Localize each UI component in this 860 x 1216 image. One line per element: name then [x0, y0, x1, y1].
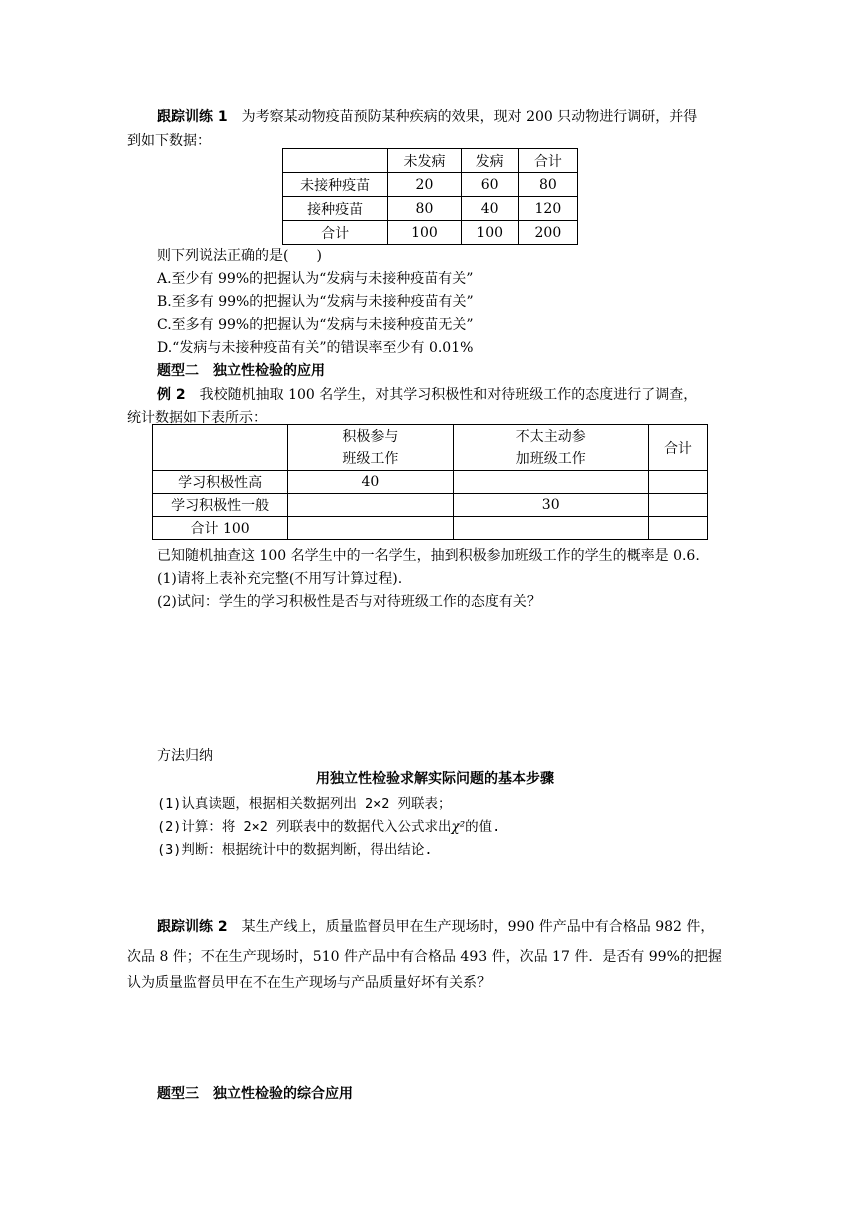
table-row — [283, 173, 578, 197]
table-cell: 60 — [461, 173, 518, 197]
option-a: A.至少有 99%的把握认为“发病与未接种疫苗有关” — [157, 271, 474, 287]
method-title: 用独立性检验求解实际问题的基本步骤 — [316, 771, 554, 787]
method-step2-text: (2)计算：将 2×2 列联表中的数据代入公式求出 — [157, 819, 452, 835]
table-cell: 接种疫苗 — [283, 197, 388, 221]
table-cell — [288, 494, 453, 517]
exercise1-line2: 到如下数据： — [127, 133, 211, 149]
exercise1-question: 则下列说法正确的是( ) — [157, 248, 322, 264]
exercise1-heading: 跟踪训练 1 — [157, 109, 228, 125]
example2-table — [152, 424, 708, 540]
method-step2-text-end: 的值. — [465, 819, 501, 835]
table-header-cell: 未发病 — [388, 149, 461, 173]
exercise1-text: 为考察某动物疫苗预防某种疾病的效果，现对 200 只动物进行调研，并得 — [241, 109, 698, 125]
example2-given: 已知随机抽查这 100 名学生中的一名学生，抽到积极参加班级工作的学生的概率是 0.6. — [157, 548, 700, 564]
header-text: 加班级工作 — [515, 450, 586, 467]
method-step3: (3)判断：根据统计中的数据判断，得出结论. — [157, 842, 433, 858]
example2-q2: (2)试问：学生的学习积极性是否与对待班级工作的态度有关？ — [157, 594, 541, 610]
method-label: 方法归纳 — [157, 748, 213, 764]
exercise1-table — [282, 148, 578, 245]
table-cell: 200 — [518, 221, 577, 245]
table-cell — [648, 494, 707, 517]
exercise2-text: 某生产线上，质量监督员甲在生产现场时，990 件产品中有合格品 982 件， — [241, 919, 715, 935]
table-cell — [648, 517, 707, 540]
table-cell: 学习积极性高 — [153, 471, 288, 494]
table-row — [283, 197, 578, 221]
table-cell: 100 — [388, 221, 461, 245]
table-cell: 100 — [461, 221, 518, 245]
exercise2-line2: 次品 8 件；不在生产现场时，510 件产品中有合格品 493 件，次品 17 件．是否有 99%的把握 — [127, 949, 722, 965]
table-row — [153, 471, 708, 494]
table-cell: 40 — [288, 471, 453, 494]
table-cell: 40 — [461, 197, 518, 221]
example2-heading: 例 2 — [157, 387, 186, 403]
exercise2-heading: 跟踪训练 2 — [157, 919, 228, 935]
table-cell: 学习积极性一般 — [153, 494, 288, 517]
table-row — [283, 221, 578, 245]
table-cell: 合计 100 — [153, 517, 288, 540]
table-cell — [288, 517, 453, 540]
section2-title: 题型二 独立性检验的应用 — [157, 363, 325, 379]
example2-text: 我校随机抽取 100 名学生，对其学习积极性和对待班级工作的态度进行了调查， — [199, 387, 698, 403]
table-header-cell: 发病 — [461, 149, 518, 173]
exercise1-line1 — [157, 106, 697, 126]
table-header-cell: 合计 — [518, 149, 577, 173]
option-b: B.至多有 99%的把握认为“发病与未接种疫苗有关” — [157, 294, 474, 310]
section3-title: 题型三 独立性检验的综合应用 — [157, 1086, 353, 1102]
table-cell: 80 — [518, 173, 577, 197]
example2-line2: 统计数据如下表所示： — [127, 410, 267, 426]
table-cell: 30 — [453, 494, 648, 517]
table-row — [153, 494, 708, 517]
header-text: 班级工作 — [342, 450, 399, 467]
header-text: 积极参与 — [342, 428, 399, 445]
table-cell — [453, 471, 648, 494]
chi-square-symbol: χ² — [451, 819, 466, 835]
table-cell — [648, 471, 707, 494]
table-header-cell — [153, 425, 288, 471]
table-header-cell: 合计 — [648, 425, 707, 471]
table-cell: 未接种疫苗 — [283, 173, 388, 197]
example2-q1: (1)请将上表补充完整(不用写计算过程). — [157, 571, 403, 587]
table-cell: 合计 — [283, 221, 388, 245]
table-header-cell — [453, 425, 648, 471]
table-cell: 20 — [388, 173, 461, 197]
table-row — [153, 517, 708, 540]
table-cell: 120 — [518, 197, 577, 221]
table-header-cell — [288, 425, 453, 471]
header-text: 不太主动参 — [515, 428, 586, 445]
table-header-cell — [283, 149, 388, 173]
option-c: C.至多有 99%的把握认为“发病与未接种疫苗无关” — [157, 317, 474, 333]
example2-line1 — [157, 384, 697, 404]
exercise2-line3: 认为质量监督员甲在不在生产现场与产品质量好坏有关系？ — [127, 975, 491, 991]
table-cell — [453, 517, 648, 540]
method-step1: (1)认真读题，根据相关数据列出 2×2 列联表； — [157, 796, 452, 812]
table-cell: 80 — [388, 197, 461, 221]
method-step2 — [157, 815, 500, 835]
exercise2-line1 — [157, 916, 714, 936]
option-d: D.“发病与未接种疫苗有关”的错误率至少有 0.01% — [157, 340, 474, 356]
